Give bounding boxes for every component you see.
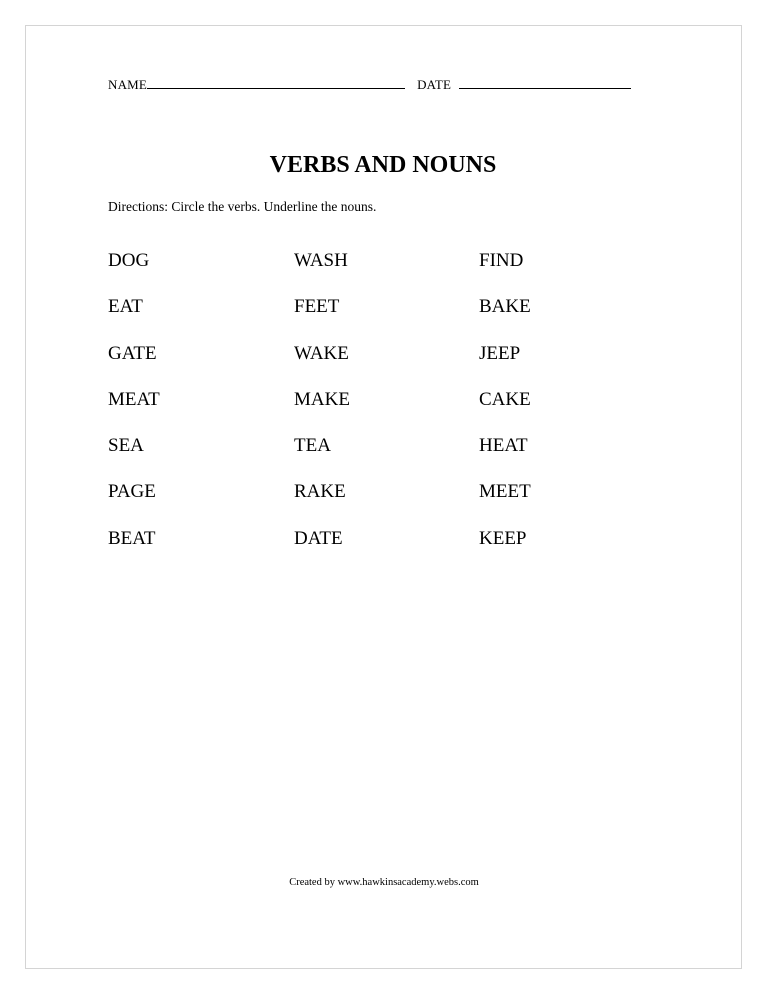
directions-text: Directions: Circle the verbs. Underline the nouns. (108, 199, 377, 214)
footer-credit: Created by www.hawkinsacademy.webs.com (289, 877, 479, 888)
word-item[interactable]: KEEP (479, 527, 527, 549)
word-item[interactable]: TEA (294, 435, 331, 457)
word-item[interactable]: GATE (108, 342, 157, 364)
word-row (108, 528, 668, 574)
word-row (108, 389, 668, 435)
word-item[interactable]: CAKE (479, 388, 531, 410)
word-item[interactable]: FIND (479, 250, 524, 271)
worksheet-title: VERBS AND NOUNS (269, 152, 497, 178)
name-label: NAME (108, 77, 148, 92)
word-item[interactable]: MEET (479, 481, 531, 503)
word-item[interactable]: PAGE (108, 481, 156, 503)
word-item[interactable]: WAKE (294, 342, 349, 364)
word-row (108, 435, 668, 481)
word-row (108, 250, 668, 296)
word-item[interactable]: SEA (108, 435, 144, 457)
date-label: DATE (417, 77, 452, 92)
word-row (108, 481, 668, 527)
word-item[interactable]: RAKE (294, 481, 346, 503)
name-blank-line[interactable] (147, 76, 405, 89)
word-item[interactable]: DATE (294, 527, 343, 549)
word-item[interactable]: DOG (108, 250, 150, 271)
word-item[interactable]: BEAT (108, 527, 156, 549)
word-item[interactable]: EAT (108, 296, 143, 318)
word-item[interactable]: WASH (294, 250, 348, 271)
date-blank-line[interactable] (459, 76, 631, 89)
word-item[interactable]: MEAT (108, 388, 160, 410)
word-item[interactable]: JEEP (479, 342, 521, 364)
word-item[interactable]: BAKE (479, 296, 531, 318)
word-item[interactable]: MAKE (294, 388, 350, 410)
word-item[interactable]: FEET (294, 296, 340, 318)
word-row (108, 343, 668, 389)
word-item[interactable]: HEAT (479, 435, 528, 457)
header-fields (108, 76, 631, 93)
word-row (108, 296, 668, 342)
word-grid (108, 250, 668, 574)
